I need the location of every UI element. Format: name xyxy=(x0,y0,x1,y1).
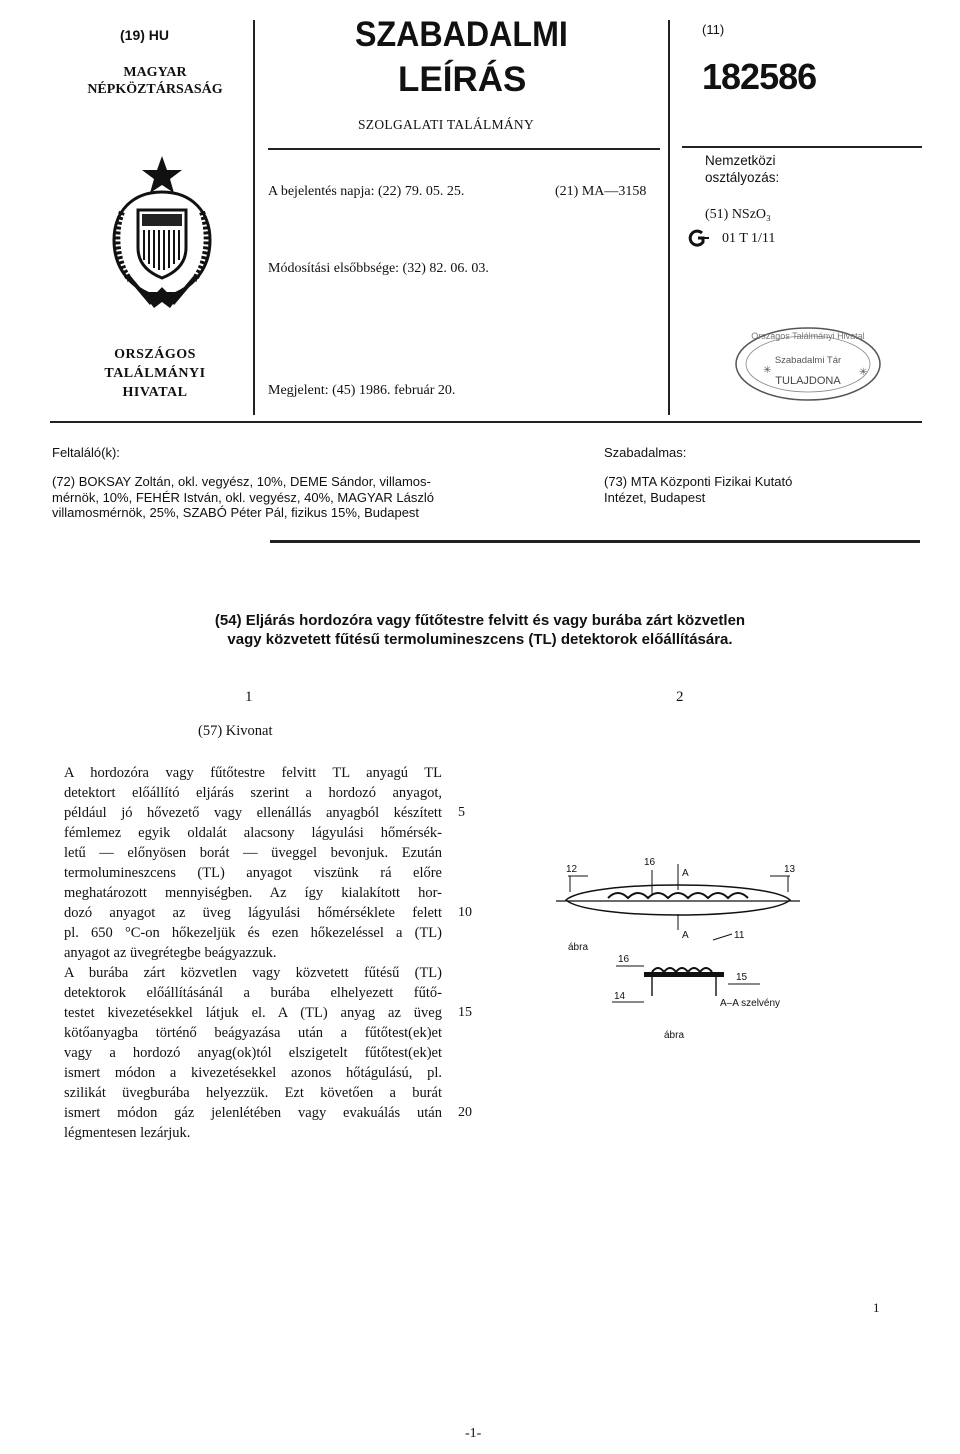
office-name-line2: TALÁLMÁNYI xyxy=(104,366,206,381)
abstract-line: A hordozóra vagy fűtőtestre felvitt TL anyagú TL xyxy=(64,765,442,781)
invention-title-line2: vagy közvetett fűtésű termolumineszcens (TL) detektorok előállítására. xyxy=(227,631,733,648)
publication-date: Megjelent: (45) 1986. február 20. xyxy=(268,383,456,398)
fig-label-14: 14 xyxy=(614,991,626,1002)
abstract-heading: (57) Kivonat xyxy=(198,723,273,739)
priority-date: Módosítási elsőbbsége: (32) 82. 06. 03. xyxy=(268,261,489,276)
inventors-line3: villamosmérnök, 25%, SZABÓ Péter Pál, fizikus 15%, Budapest xyxy=(52,505,420,520)
header-divider-right xyxy=(668,20,670,415)
patentee-line1: (73) MTA Központi Fizikai Kutató xyxy=(604,474,793,489)
coat-of-arms-emblem xyxy=(92,152,232,317)
abstract-line: anyagot az üvegrétegbe beágyazzuk. xyxy=(64,945,277,961)
country-name-line1: MAGYAR xyxy=(123,65,187,80)
document-type-title: SZABADALMI xyxy=(355,15,568,54)
header-bottom-rule xyxy=(50,421,922,423)
fig-label-11: 11 xyxy=(734,930,745,941)
stamp-line3: TULAJDONA xyxy=(775,375,841,387)
patentee-line2: Intézet, Budapest xyxy=(604,489,706,505)
page-number: -1- xyxy=(465,1426,482,1441)
fig-label-16b: 16 xyxy=(618,954,630,965)
svg-text:✳: ✳ xyxy=(763,365,772,376)
line-number: 15 xyxy=(458,1005,472,1020)
invention-title-line1: (54) Eljárás hordozóra vagy fűtőtestre felvitt és vagy burába zárt közvetlen xyxy=(214,612,746,629)
inventors-line1: (72) BOKSAY Zoltán, okl. vegyész, 10%, DEME Sándor, villamos- xyxy=(52,474,431,489)
biblio-bottom-rule xyxy=(270,540,920,543)
abstract-line: vagy a hordozó anyag(ok)tól elszigetelt fűtőtest(ek)et xyxy=(64,1045,442,1061)
number-code: (11) xyxy=(702,22,725,37)
abstract-line: kötőanyagba történő beágyazása után a fűtőtest(ek)et xyxy=(64,1025,442,1041)
abstract-line: szilikát üvegburába helyezzük. Ezt követően a burát xyxy=(64,1085,442,1101)
number-rule xyxy=(682,146,922,148)
abstract-line: például jó hővezető vagy ellenállás anyagból készített xyxy=(64,805,442,821)
title-rule xyxy=(268,148,660,150)
line-number: 5 xyxy=(458,805,465,820)
abstract-line: A burába zárt közvetlen vagy közvetett fűtésű (TL) xyxy=(64,965,442,981)
document-category: SZOLGALATI TALÁLMÁNY xyxy=(358,117,535,132)
inventors-list xyxy=(52,474,592,521)
page-mark: 1 xyxy=(873,1300,880,1315)
inventors-label: Feltaláló(k): xyxy=(52,445,120,460)
fig-label-abra2: ábra xyxy=(664,1030,685,1041)
filing-date: A bejelentés napja: (22) 79. 05. 25. xyxy=(268,184,465,199)
classification-title-line2: osztályozás: xyxy=(705,170,780,185)
classification-title xyxy=(705,152,779,186)
fig-label-15: 15 xyxy=(736,972,748,983)
country-name xyxy=(60,64,250,98)
abstract-line: dozó anyagot az üveg lágyulási hőmérséklete felett xyxy=(64,905,442,921)
application-number: (21) MA—3158 xyxy=(555,184,647,199)
office-name xyxy=(70,345,240,402)
library-stamp xyxy=(733,325,883,403)
abstract-line: ismert módon gáz jelenlétében vagy evakuálás után xyxy=(64,1105,442,1121)
abstract-line: fémlemez egyik oldalát alacsony lágyulási hőmérsék- xyxy=(64,825,442,841)
fig-label-16a: 16 xyxy=(644,857,656,868)
abstract-line: detektort előállító eljárás szerint a hordozó anyagot, xyxy=(64,785,442,801)
header-divider-left xyxy=(253,20,255,415)
ipc-class-line1: (51) NSzO₃ xyxy=(705,207,771,222)
stamp-line1: Országos Találmányi Hivatal xyxy=(751,331,865,341)
line-number: 10 xyxy=(458,905,472,920)
column-number-left: 1 xyxy=(245,689,253,705)
column-number-right: 2 xyxy=(676,689,684,705)
fig-label-12: 12 xyxy=(566,864,578,875)
figure-drawing xyxy=(548,850,828,1055)
ipc-class-line2: 01 T 1/11 xyxy=(722,231,776,246)
abstract-line: meghatározott mennyiségben. Az így kialakított hor- xyxy=(64,885,442,901)
abstract-line: ismert módon a kivezetésekkel azonos hőtágulású, pl. xyxy=(64,1065,442,1081)
ipc-g-symbol-icon xyxy=(688,229,710,252)
line-number: 20 xyxy=(458,1105,472,1120)
office-name-line3: HIVATAL xyxy=(122,385,188,400)
fig-label-A-top: A xyxy=(682,868,689,879)
patentee-name xyxy=(604,474,924,505)
stamp-line2: Szabadalmi Tár xyxy=(774,355,842,366)
abstract-line: testet kivezetésekkel látjuk el. A (TL) anyag az üveg xyxy=(64,1005,442,1021)
patentee-label: Szabadalmas: xyxy=(604,445,687,460)
patent-number: 182586 xyxy=(702,56,817,97)
inventors-line2: mérnök, 10%, FEHÉR István, okl. vegyész, 40%, MAGYAR László xyxy=(52,489,434,505)
fig-label-abra1: ábra xyxy=(568,942,589,953)
document-type-subtitle: LEÍRÁS xyxy=(398,60,527,99)
fig-label-A-mid: A xyxy=(682,930,689,941)
classification-title-line1: Nemzetközi xyxy=(705,153,776,168)
abstract-line: detektorok előállításánál a burába elhelyezett fűtő- xyxy=(64,985,442,1001)
abstract-line: pl. 650 °C-on hőkezeljük és ezen hőkezeléssel a (TL) xyxy=(64,925,442,941)
country-name-line2: NÉPKÖZTÁRSASÁG xyxy=(87,82,223,97)
svg-text:✳: ✳ xyxy=(859,367,868,378)
fig-label-13: 13 xyxy=(784,864,796,875)
invention-title xyxy=(60,611,900,649)
abstract-line: letű — előnyösen borát — üveggel bevonjuk. Ezután xyxy=(64,845,442,861)
abstract-line: légmentesen lezárjuk. xyxy=(64,1125,191,1141)
office-name-line1: ORSZÁGOS xyxy=(114,347,196,362)
fig-label-section: A–A szelvény xyxy=(720,998,781,1009)
abstract-line: termolumineszcens (TL) anyagot viszünk rá előre xyxy=(64,865,442,881)
country-code: (19) HU xyxy=(120,27,170,43)
